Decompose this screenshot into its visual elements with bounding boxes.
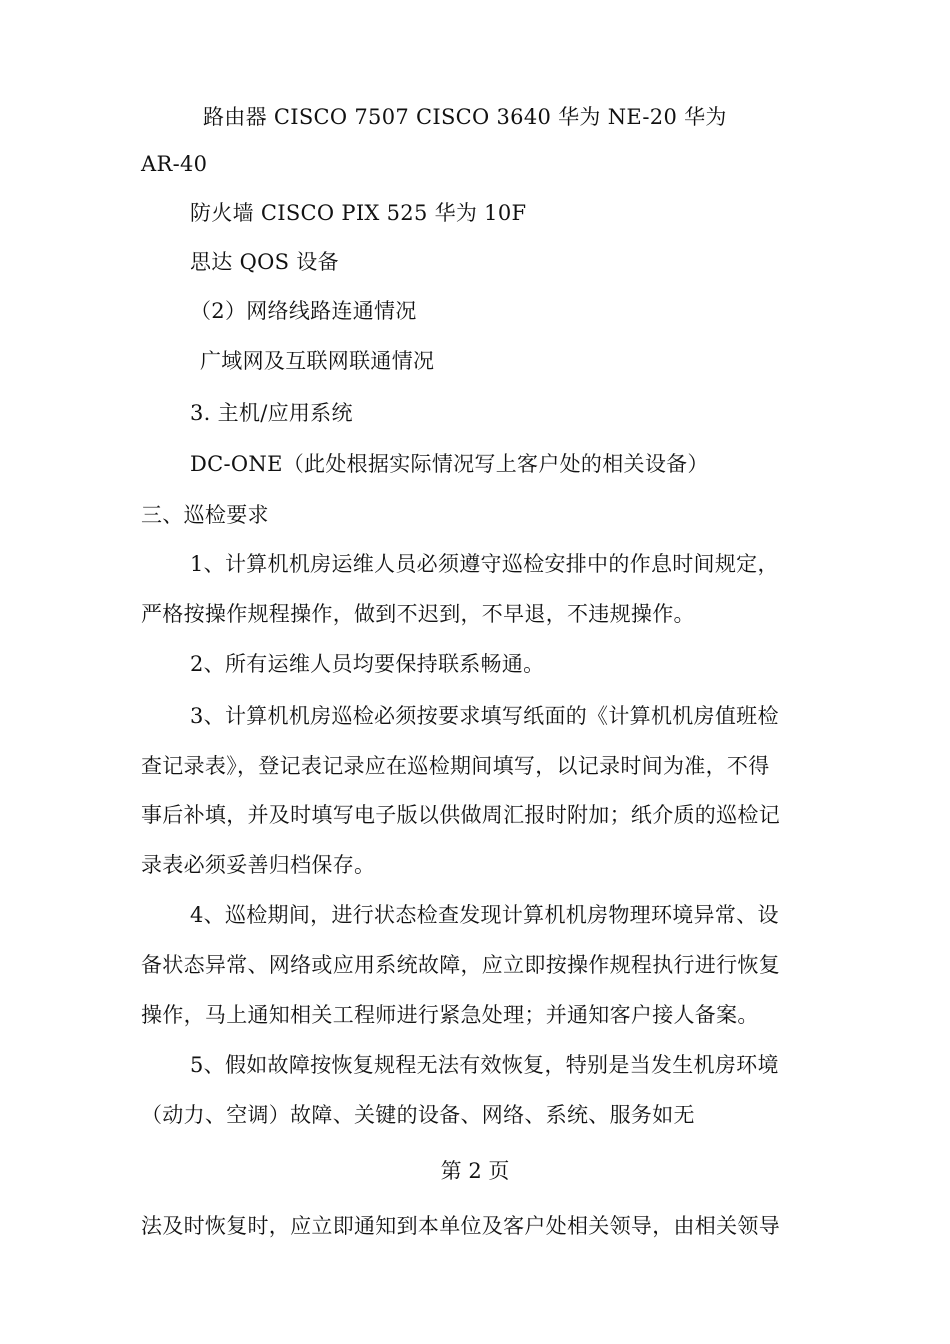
text-line: 2、所有运维人员均要保持联系畅通。 — [190, 652, 545, 676]
section-heading: 三、巡检要求 — [141, 503, 269, 527]
text-line: 事后补填，并及时填写电子版以供做周汇报时附加；纸介质的巡检记 — [141, 803, 780, 827]
text-line: AR-40 — [141, 152, 208, 176]
text-line: 5、假如故障按恢复规程无法有效恢复，特别是当发生机房环境 — [190, 1053, 779, 1077]
text-line: 法及时恢复时，应立即通知到本单位及客户处相关领导，由相关领导 — [141, 1214, 780, 1238]
text-line: 操作，马上通知相关工程师进行紧急处理；并通知客户接人备案。 — [141, 1003, 759, 1027]
text-line: 4、巡检期间，进行状态检查发现计算机机房物理环境异常、设 — [190, 903, 779, 927]
text-line: 严格按操作规程操作，做到不迟到，不早退，不违规操作。 — [141, 602, 695, 626]
text-line: 录表必须妥善归档保存。 — [141, 853, 376, 877]
text-line: DC-ONE（此处根据实际情况写上客户处的相关设备） — [190, 452, 709, 476]
text-line: 备状态异常、网络或应用系统故障，应立即按操作规程执行进行恢复 — [141, 953, 780, 977]
text-line: 防火墙 CISCO PIX 525 华为 10F — [190, 201, 527, 225]
text-line: （动力、空调）故障、关键的设备、网络、系统、服务如无 — [141, 1103, 695, 1127]
text-line: （2）网络线路连通情况 — [190, 299, 417, 323]
text-line: 查记录表》，登记表记录应在巡检期间填写，以记录时间为准，不得 — [141, 754, 770, 778]
text-line: 广域网及互联网联通情况 — [200, 349, 435, 373]
text-line: 路由器 CISCO 7507 CISCO 3640 华为 NE-20 华为 — [203, 105, 727, 129]
text-line: 3、计算机机房巡检必须按要求填写纸面的《计算机机房值班检 — [190, 704, 779, 728]
text-line: 3. 主机/应用系统 — [190, 401, 353, 425]
text-line: 1、计算机机房运维人员必须遵守巡检安排中的作息时间规定， — [190, 552, 779, 576]
text-line: 思达 QOS 设备 — [190, 250, 339, 274]
page-number: 第 2 页 — [440, 1159, 510, 1183]
